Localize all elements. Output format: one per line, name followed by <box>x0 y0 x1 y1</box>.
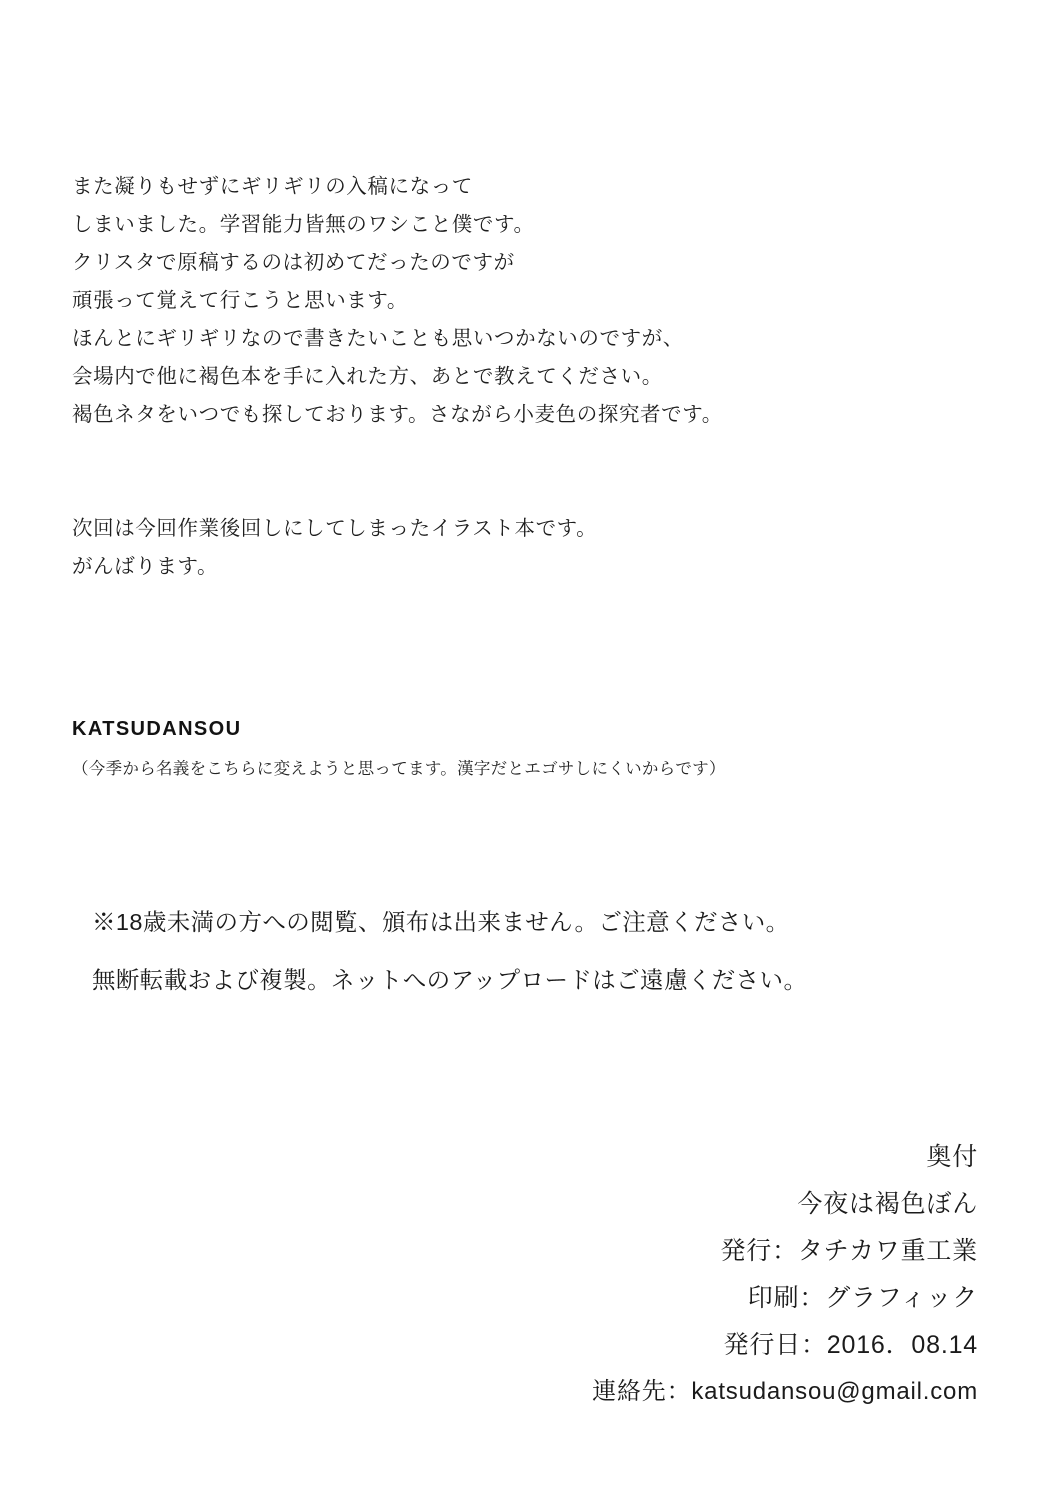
afterword-line-3: クリスタで原稿するのは初めてだったのですが <box>72 251 515 274</box>
afterword-line-6: 会場内で他に褐色本を手に入れた方、あとで教えてください。 <box>72 365 663 388</box>
afterword-line-2: しまいました。学習能力皆無のワシこと僕です。 <box>72 213 535 236</box>
paragraph-spacer-2 <box>72 472 952 510</box>
colophon-title: 今夜は褐色ぼん <box>797 1190 978 1218</box>
afterword-line-5: ほんとにギリギリなので書きたいことも思いつかないのですが、 <box>72 327 684 350</box>
afterword-closing-line-1: 次回は今回作業後回しにしてしまったイラスト本です。 <box>72 517 598 540</box>
author-name-note: （今季から名義をこちらに変えようと思ってます。漢字だとエゴサしにくいからです） <box>72 760 726 778</box>
colophon-contact: 連絡先：katsudansou@gmail.com <box>592 1378 978 1405</box>
reproduction-notice: 無断転載および複製。ネットへのアップロードはご遠慮ください。 <box>92 967 808 993</box>
colophon-section <box>358 1140 978 1409</box>
afterword-section <box>72 168 952 586</box>
colophon-publisher: 発行：タチカワ重工業 <box>720 1237 978 1265</box>
afterword-line-4: 頑張って覚えて行こうと思います。 <box>72 289 408 312</box>
age-restriction-notice: ※18歳未満の方への閲覧、頒布は出来ません。ご注意ください。 <box>92 909 790 935</box>
afterword-closing-line-2: がんばります。 <box>72 555 219 578</box>
paragraph-spacer <box>72 434 952 472</box>
notice-section <box>92 905 992 997</box>
author-name: KATSUDANSOU <box>72 718 242 740</box>
signature-section <box>72 718 952 779</box>
colophon-publish-date: 発行日：2016．08.14 <box>723 1331 978 1359</box>
afterword-line-1: また凝りもせずにギリギリの入稿になって <box>72 175 473 198</box>
afterword-line-7: 褐色ネタをいつでも探しております。さながら小麦色の探究者です。 <box>72 403 723 426</box>
colophon-heading: 奥付 <box>926 1143 978 1171</box>
colophon-printer: 印刷：グラフィック <box>747 1284 978 1312</box>
